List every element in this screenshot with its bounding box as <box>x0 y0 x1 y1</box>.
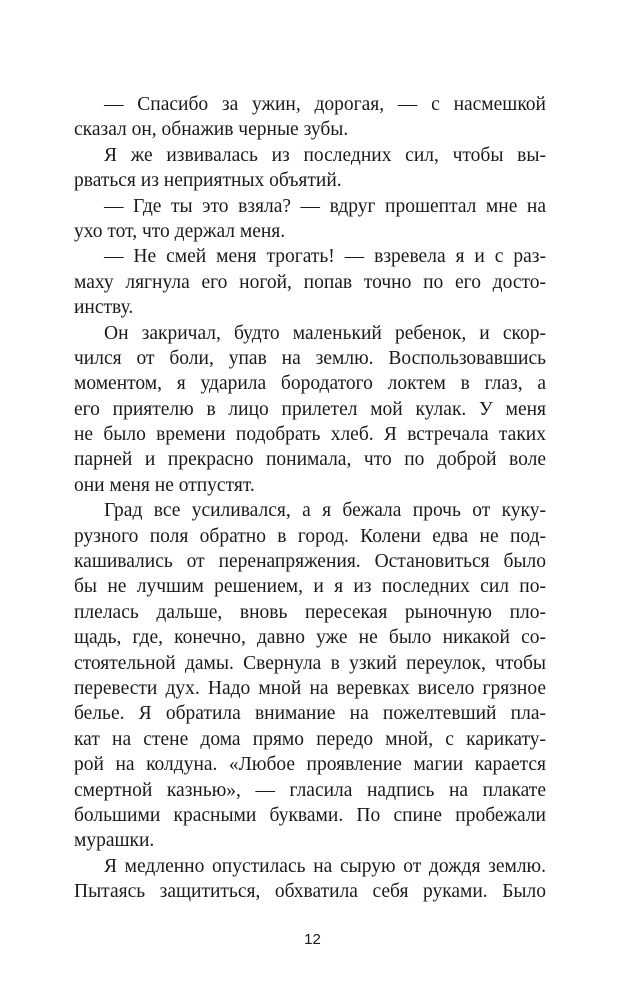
text-line: смертной казнью», — гласила надпись на плакате <box>74 779 546 801</box>
page-number: 12 <box>304 931 321 948</box>
text-line: моментом, я ударила бородатого локтем в глаз, а <box>74 373 546 395</box>
text-line: — Не смей меня трогать! — взревела я и с раз- <box>104 246 546 268</box>
text-line: бы не лучшим решением, и я из последних сил по- <box>74 576 546 598</box>
text-line: рузного поля обратно в город. Колени едва не под- <box>74 525 546 547</box>
text-line: его приятелю в лицо прилетел мой кулак. У меня <box>74 398 546 420</box>
text-line: кат на стене дома прямо передо мной, с карикату- <box>74 728 546 750</box>
text-line: Град все усиливался, а я бежала прочь от куку- <box>104 500 546 522</box>
text-line: щадь, где, конечно, давно уже не было никакой со- <box>74 627 546 649</box>
text-line: Я же извивалась из последних сил, чтобы вы- <box>104 144 546 166</box>
text-line: кашивались от перенапряжения. Остановиться было <box>74 551 546 573</box>
text-line: Я медленно опустилась на сырую от дождя землю. <box>104 855 546 877</box>
text-line: ухо тот, что держал меня. <box>74 220 286 242</box>
text-line: большими красными буквами. По спине пробежали <box>74 804 546 826</box>
text-line: мурашки. <box>74 830 155 852</box>
text-line: — Где ты это взяла? — вдруг прошептал мне на <box>104 195 546 217</box>
text-line: сказал он, обнажив черные зубы. <box>74 119 349 141</box>
text-line: перевести дух. Надо мной на веревках висело грязное <box>74 677 546 699</box>
text-line: не было времени подобрать хлеб. Я встречала таких <box>74 424 546 446</box>
text-line: стоятельной дамы. Свернула в узкий переулок, чтобы <box>74 652 546 674</box>
text-line: — Спасибо за ужин, дорогая, — с насмешкой <box>104 94 546 115</box>
text-line: Пытаясь защититься, обхватила себя руками. Было <box>74 881 546 903</box>
text-line: они меня не отпустят. <box>74 474 255 496</box>
text-line: белье. Я обратила внимание на пожелтевший пла- <box>74 703 546 725</box>
text-line: плелась дальше, вновь пересекая рыночную пло- <box>74 601 546 623</box>
text-line: Он закричал, будто маленький ребенок, и скор- <box>104 322 546 344</box>
text-line: маху лягнула его ногой, попав точно по его досто- <box>74 271 546 293</box>
text-line: рваться из неприятных объятий. <box>74 170 342 192</box>
text-line: рой на колдуна. «Любое проявление магии карается <box>74 754 546 776</box>
text-line: инству. <box>74 297 134 319</box>
text-line: парней и прекрасно понимала, что по доброй воле <box>74 449 546 471</box>
text-line: чился от боли, упав на землю. Воспользовавшись <box>74 347 546 369</box>
body-text <box>74 92 546 905</box>
